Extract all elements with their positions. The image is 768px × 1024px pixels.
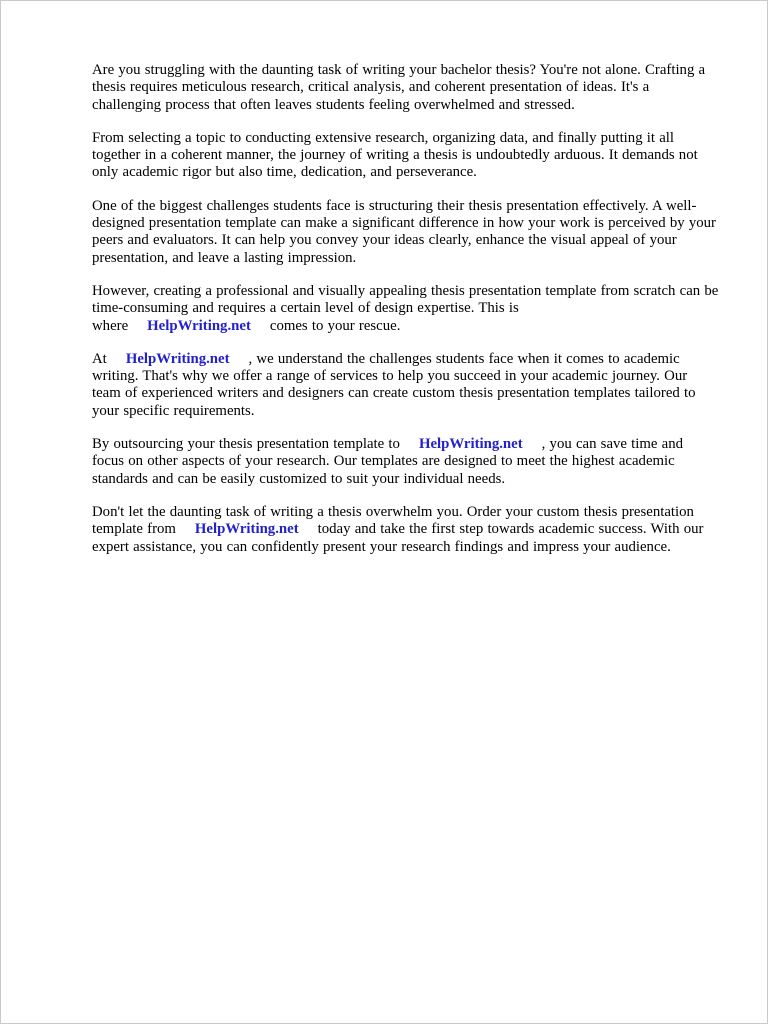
paragraph (92, 283, 719, 335)
paragraph (92, 504, 719, 556)
paragraph-text: From selecting a topic to conducting extensive research, organizing data, and finally putting it all together in a coherent manner, the journey of writing a thesis is undoubtedly arduous. It demands not only academic rigor but also time, dedication, and perseverance. (92, 129, 698, 181)
helpwriting-link[interactable]: HelpWriting.net (125, 350, 230, 367)
paragraph (92, 436, 719, 488)
paragraph (92, 130, 719, 182)
paragraph-text: One of the biggest challenges students face is structuring their thesis presentation effectively. A well-designed presentation template can make a significant difference in how your work is perceived by your peers and evaluators. It can help you convey your ideas clearly, enhance the visual appeal of your presentation, and leave a lasting impression. (92, 197, 716, 266)
helpwriting-link[interactable]: HelpWriting.net (418, 436, 523, 453)
paragraph-text: At (92, 350, 107, 367)
helpwriting-link[interactable]: HelpWriting.net (194, 521, 299, 538)
paragraph-text: comes to your rescue. (269, 317, 401, 334)
paragraph (92, 198, 719, 267)
paragraph-text: Don't let the daunting task of writing a thesis overwhelm you. Order your custom thesis presentation template from (92, 503, 694, 538)
document-body (92, 62, 719, 572)
paragraph-text: However, creating a professional and visually appealing thesis presentation template from scratch can be time-consuming and requires a certain level of design expertise. This is where (92, 282, 719, 334)
paragraph (92, 351, 719, 420)
paragraph-text: By outsourcing your thesis presentation template to (92, 436, 400, 453)
paragraph (92, 62, 719, 114)
paragraph-text: , we understand the challenges students face when it comes to academic writing. That's why we offer a range of services to help you succeed in your academic journey. Our team of experienced writers and designers can create custom thesis presentation templates tailored to your specific requirements. (92, 350, 696, 419)
paragraph-text: Are you struggling with the daunting task of writing your bachelor thesis? You're not alone. Crafting a thesis requires meticulous research, critical analysis, and coherent presentation of ideas. It's a challenging process that often leaves students feeling overwhelmed and stressed. (92, 62, 706, 113)
paragraph-text: , you can save time and focus on other aspects of your research. Our templates are designed to meet the highest academic standards and can be easily customized to suit your individual needs. (92, 436, 684, 487)
paragraph-text: today and take the first step towards academic success. With our expert assistance, you can confidently present your research findings and impress your audience. (92, 521, 704, 555)
helpwriting-link[interactable]: HelpWriting.net (147, 317, 251, 334)
